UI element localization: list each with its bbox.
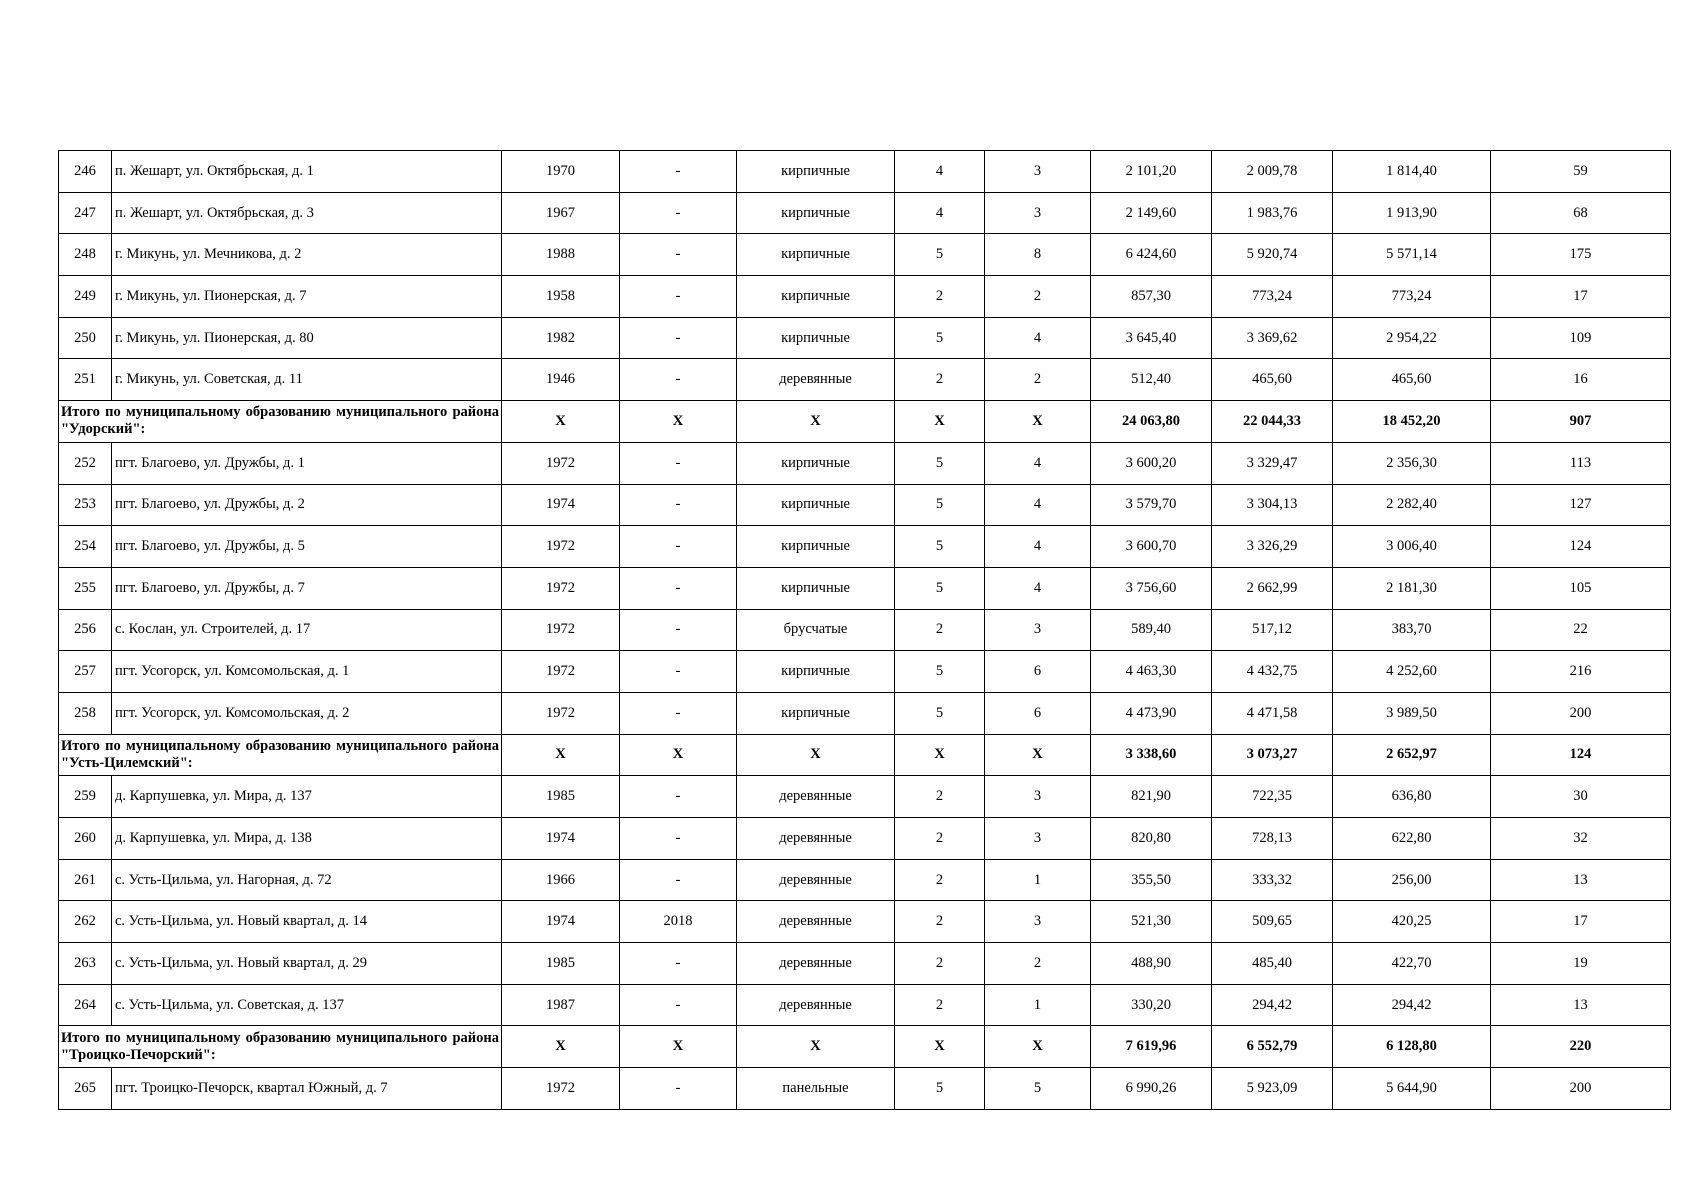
table-row <box>59 859 1671 901</box>
cell-wall-material: кирпичные <box>737 192 895 234</box>
cell-area-living: 2 009,78 <box>1212 151 1333 193</box>
cell-area-total: 3 600,20 <box>1091 442 1212 484</box>
cell-year-built: 1974 <box>502 484 620 526</box>
cell-floors: 2 <box>895 276 985 318</box>
cell-entrances: 3 <box>985 818 1091 860</box>
cell-area-residential: 5 571,14 <box>1333 234 1491 276</box>
cell-wall-material: деревянные <box>737 984 895 1026</box>
cell-residents: 113 <box>1491 442 1671 484</box>
cell-year-reconstructed: - <box>620 984 737 1026</box>
cell-area-living: 22 044,33 <box>1212 401 1333 443</box>
cell-number: 246 <box>59 151 112 193</box>
cell-wall-material: брусчатые <box>737 609 895 651</box>
cell-floors: 2 <box>895 776 985 818</box>
cell-area-total: 3 645,40 <box>1091 317 1212 359</box>
cell-year-built: 1972 <box>502 526 620 568</box>
cell-area-total: 3 756,60 <box>1091 567 1212 609</box>
subtotal-row <box>59 401 1671 443</box>
cell-entrances: 4 <box>985 526 1091 568</box>
cell-year-reconstructed: - <box>620 567 737 609</box>
cell-address: с. Кослан, ул. Строителей, д. 17 <box>112 609 502 651</box>
cell-floors: 2 <box>895 901 985 943</box>
cell-area-total: 355,50 <box>1091 859 1212 901</box>
cell-wall-material: кирпичные <box>737 151 895 193</box>
cell-area-total: 512,40 <box>1091 359 1212 401</box>
cell-area-living: 2 662,99 <box>1212 567 1333 609</box>
cell-area-living: 517,12 <box>1212 609 1333 651</box>
table-row <box>59 776 1671 818</box>
table-row <box>59 151 1671 193</box>
cell-area-total: 2 149,60 <box>1091 192 1212 234</box>
cell-entrances: 4 <box>985 317 1091 359</box>
cell-area-total: 330,20 <box>1091 984 1212 1026</box>
cell-area-living: 728,13 <box>1212 818 1333 860</box>
cell-address: п. Жешарт, ул. Октябрьская, д. 3 <box>112 192 502 234</box>
cell-area-residential: 1 814,40 <box>1333 151 1491 193</box>
cell-number: 250 <box>59 317 112 359</box>
cell-area-total: 3 600,70 <box>1091 526 1212 568</box>
cell-area-residential: 622,80 <box>1333 818 1491 860</box>
table-row <box>59 609 1671 651</box>
cell-floors: 2 <box>895 609 985 651</box>
cell-area-residential: 2 356,30 <box>1333 442 1491 484</box>
cell-floors: 2 <box>895 818 985 860</box>
cell-area-residential: 773,24 <box>1333 276 1491 318</box>
cell-address: г. Микунь, ул. Пионерская, д. 7 <box>112 276 502 318</box>
cell-year-built: 1982 <box>502 317 620 359</box>
cell-number: 265 <box>59 1068 112 1110</box>
cell-address: с. Усть-Цильма, ул. Новый квартал, д. 14 <box>112 901 502 943</box>
cell-wall-material: панельные <box>737 1068 895 1110</box>
cell-floors: 2 <box>895 943 985 985</box>
cell-residents: 105 <box>1491 567 1671 609</box>
cell-area-total: 6 424,60 <box>1091 234 1212 276</box>
cell-wall-material: деревянные <box>737 943 895 985</box>
cell-entrances: 2 <box>985 276 1091 318</box>
cell-year-reconstructed: - <box>620 234 737 276</box>
cell-year-built: 1958 <box>502 276 620 318</box>
cell-address: г. Микунь, ул. Советская, д. 11 <box>112 359 502 401</box>
cell-area-living: 6 552,79 <box>1212 1026 1333 1068</box>
cell-area-living: 4 432,75 <box>1212 651 1333 693</box>
cell-entrances: 4 <box>985 442 1091 484</box>
cell-year-reconstructed: X <box>620 1026 737 1068</box>
cell-address: д. Карпушевка, ул. Мира, д. 137 <box>112 776 502 818</box>
cell-address: д. Карпушевка, ул. Мира, д. 138 <box>112 818 502 860</box>
cell-number: 263 <box>59 943 112 985</box>
cell-address: пгт. Благоево, ул. Дружбы, д. 7 <box>112 567 502 609</box>
table-row <box>59 484 1671 526</box>
cell-wall-material: кирпичные <box>737 234 895 276</box>
cell-entrances: 2 <box>985 943 1091 985</box>
cell-area-living: 3 369,62 <box>1212 317 1333 359</box>
cell-year-built: 1974 <box>502 818 620 860</box>
cell-year-built: 1966 <box>502 859 620 901</box>
cell-year-reconstructed: - <box>620 943 737 985</box>
cell-floors: 2 <box>895 984 985 1026</box>
cell-wall-material: кирпичные <box>737 526 895 568</box>
cell-residents: 30 <box>1491 776 1671 818</box>
cell-wall-material: деревянные <box>737 901 895 943</box>
cell-floors: 5 <box>895 317 985 359</box>
cell-wall-material: кирпичные <box>737 651 895 693</box>
cell-entrances: 3 <box>985 192 1091 234</box>
cell-area-total: 3 338,60 <box>1091 734 1212 776</box>
cell-area-residential: 6 128,80 <box>1333 1026 1491 1068</box>
cell-number: 264 <box>59 984 112 1026</box>
cell-address: пгт. Усогорск, ул. Комсомольская, д. 1 <box>112 651 502 693</box>
cell-area-living: 773,24 <box>1212 276 1333 318</box>
cell-area-living: 485,40 <box>1212 943 1333 985</box>
cell-entrances: 1 <box>985 859 1091 901</box>
cell-address: с. Усть-Цильма, ул. Новый квартал, д. 29 <box>112 943 502 985</box>
cell-residents: 220 <box>1491 1026 1671 1068</box>
cell-floors: 5 <box>895 692 985 734</box>
cell-residents: 59 <box>1491 151 1671 193</box>
cell-wall-material: X <box>737 734 895 776</box>
cell-residents: 13 <box>1491 859 1671 901</box>
cell-year-reconstructed: - <box>620 692 737 734</box>
cell-address: г. Микунь, ул. Пионерская, д. 80 <box>112 317 502 359</box>
cell-area-total: 7 619,96 <box>1091 1026 1212 1068</box>
cell-year-built: X <box>502 401 620 443</box>
cell-area-residential: 2 954,22 <box>1333 317 1491 359</box>
cell-entrances: 6 <box>985 651 1091 693</box>
cell-area-residential: 2 181,30 <box>1333 567 1491 609</box>
table-row <box>59 692 1671 734</box>
housing-registry-table <box>58 150 1671 1110</box>
cell-entrances: 2 <box>985 359 1091 401</box>
cell-year-built: 1946 <box>502 359 620 401</box>
cell-year-reconstructed: X <box>620 734 737 776</box>
cell-address: с. Усть-Цильма, ул. Нагорная, д. 72 <box>112 859 502 901</box>
cell-year-built: X <box>502 1026 620 1068</box>
cell-number: 259 <box>59 776 112 818</box>
cell-wall-material: кирпичные <box>737 484 895 526</box>
cell-wall-material: деревянные <box>737 359 895 401</box>
cell-area-residential: 422,70 <box>1333 943 1491 985</box>
cell-entrances: X <box>985 734 1091 776</box>
cell-residents: 32 <box>1491 818 1671 860</box>
subtotal-label: Итого по муниципальному образованию муниципального района "Усть-Цилемский": <box>59 734 502 776</box>
cell-floors: 2 <box>895 859 985 901</box>
cell-entrances: 3 <box>985 901 1091 943</box>
cell-wall-material: X <box>737 401 895 443</box>
cell-residents: 109 <box>1491 317 1671 359</box>
cell-area-residential: 5 644,90 <box>1333 1068 1491 1110</box>
cell-area-total: 4 463,30 <box>1091 651 1212 693</box>
cell-year-reconstructed: - <box>620 442 737 484</box>
cell-floors: 5 <box>895 484 985 526</box>
cell-entrances: 6 <box>985 692 1091 734</box>
cell-area-total: 24 063,80 <box>1091 401 1212 443</box>
subtotal-label: Итого по муниципальному образованию муниципального района "Троицко-Печорский": <box>59 1026 502 1068</box>
cell-number: 247 <box>59 192 112 234</box>
cell-area-living: 5 923,09 <box>1212 1068 1333 1110</box>
cell-wall-material: кирпичные <box>737 692 895 734</box>
cell-area-living: 4 471,58 <box>1212 692 1333 734</box>
cell-floors: X <box>895 734 985 776</box>
cell-area-total: 589,40 <box>1091 609 1212 651</box>
cell-area-residential: 636,80 <box>1333 776 1491 818</box>
cell-address: пгт. Благоево, ул. Дружбы, д. 1 <box>112 442 502 484</box>
table-row <box>59 234 1671 276</box>
cell-year-built: 1972 <box>502 609 620 651</box>
cell-wall-material: деревянные <box>737 818 895 860</box>
cell-year-built: 1985 <box>502 943 620 985</box>
table-row <box>59 317 1671 359</box>
cell-year-built: X <box>502 734 620 776</box>
cell-number: 262 <box>59 901 112 943</box>
cell-residents: 13 <box>1491 984 1671 1026</box>
cell-floors: 5 <box>895 442 985 484</box>
cell-residents: 175 <box>1491 234 1671 276</box>
cell-residents: 200 <box>1491 1068 1671 1110</box>
cell-wall-material: деревянные <box>737 776 895 818</box>
cell-area-total: 4 473,90 <box>1091 692 1212 734</box>
cell-wall-material: деревянные <box>737 859 895 901</box>
table-row <box>59 901 1671 943</box>
cell-year-reconstructed: - <box>620 526 737 568</box>
table-row <box>59 1068 1671 1110</box>
table-row <box>59 567 1671 609</box>
cell-entrances: 3 <box>985 151 1091 193</box>
cell-year-reconstructed: - <box>620 1068 737 1110</box>
cell-number: 257 <box>59 651 112 693</box>
cell-number: 253 <box>59 484 112 526</box>
cell-year-reconstructed: - <box>620 276 737 318</box>
cell-area-living: 3 073,27 <box>1212 734 1333 776</box>
cell-address: с. Усть-Цильма, ул. Советская, д. 137 <box>112 984 502 1026</box>
cell-area-living: 465,60 <box>1212 359 1333 401</box>
cell-year-reconstructed: - <box>620 151 737 193</box>
cell-area-total: 521,30 <box>1091 901 1212 943</box>
cell-entrances: 4 <box>985 484 1091 526</box>
cell-floors: 4 <box>895 151 985 193</box>
cell-number: 249 <box>59 276 112 318</box>
cell-number: 260 <box>59 818 112 860</box>
cell-area-total: 820,80 <box>1091 818 1212 860</box>
cell-year-reconstructed: - <box>620 192 737 234</box>
cell-year-built: 1972 <box>502 692 620 734</box>
cell-entrances: 5 <box>985 1068 1091 1110</box>
cell-entrances: X <box>985 401 1091 443</box>
cell-area-residential: 383,70 <box>1333 609 1491 651</box>
cell-area-living: 333,32 <box>1212 859 1333 901</box>
cell-area-total: 2 101,20 <box>1091 151 1212 193</box>
cell-year-reconstructed: - <box>620 359 737 401</box>
cell-number: 258 <box>59 692 112 734</box>
cell-residents: 19 <box>1491 943 1671 985</box>
subtotal-row <box>59 1026 1671 1068</box>
cell-area-total: 857,30 <box>1091 276 1212 318</box>
cell-year-reconstructed: - <box>620 859 737 901</box>
cell-area-residential: 18 452,20 <box>1333 401 1491 443</box>
cell-area-total: 3 579,70 <box>1091 484 1212 526</box>
cell-entrances: 1 <box>985 984 1091 1026</box>
cell-entrances: 3 <box>985 776 1091 818</box>
cell-number: 254 <box>59 526 112 568</box>
subtotal-row <box>59 734 1671 776</box>
table-row <box>59 276 1671 318</box>
cell-year-built: 1988 <box>502 234 620 276</box>
cell-area-residential: 3 989,50 <box>1333 692 1491 734</box>
cell-address: пгт. Благоево, ул. Дружбы, д. 2 <box>112 484 502 526</box>
cell-area-total: 488,90 <box>1091 943 1212 985</box>
table-row <box>59 818 1671 860</box>
cell-area-residential: 3 006,40 <box>1333 526 1491 568</box>
cell-residents: 124 <box>1491 734 1671 776</box>
cell-wall-material: кирпичные <box>737 276 895 318</box>
cell-number: 252 <box>59 442 112 484</box>
cell-year-reconstructed: - <box>620 818 737 860</box>
cell-address: пгт. Усогорск, ул. Комсомольская, д. 2 <box>112 692 502 734</box>
cell-year-built: 1974 <box>502 901 620 943</box>
cell-residents: 124 <box>1491 526 1671 568</box>
cell-area-total: 6 990,26 <box>1091 1068 1212 1110</box>
cell-year-reconstructed: - <box>620 317 737 359</box>
cell-area-residential: 256,00 <box>1333 859 1491 901</box>
cell-area-total: 821,90 <box>1091 776 1212 818</box>
cell-entrances: 3 <box>985 609 1091 651</box>
cell-entrances: 4 <box>985 567 1091 609</box>
cell-number: 256 <box>59 609 112 651</box>
cell-floors: 5 <box>895 651 985 693</box>
cell-area-residential: 2 652,97 <box>1333 734 1491 776</box>
cell-area-residential: 294,42 <box>1333 984 1491 1026</box>
subtotal-label: Итого по муниципальному образованию муниципального района "Удорский": <box>59 401 502 443</box>
table-row <box>59 192 1671 234</box>
cell-number: 251 <box>59 359 112 401</box>
cell-area-residential: 420,25 <box>1333 901 1491 943</box>
cell-year-built: 1985 <box>502 776 620 818</box>
cell-residents: 68 <box>1491 192 1671 234</box>
cell-year-reconstructed: X <box>620 401 737 443</box>
cell-area-residential: 1 913,90 <box>1333 192 1491 234</box>
cell-year-reconstructed: - <box>620 609 737 651</box>
table-body <box>59 151 1671 1110</box>
cell-residents: 16 <box>1491 359 1671 401</box>
cell-address: г. Микунь, ул. Мечникова, д. 2 <box>112 234 502 276</box>
cell-residents: 200 <box>1491 692 1671 734</box>
cell-area-living: 294,42 <box>1212 984 1333 1026</box>
cell-area-residential: 465,60 <box>1333 359 1491 401</box>
cell-area-living: 509,65 <box>1212 901 1333 943</box>
cell-year-built: 1987 <box>502 984 620 1026</box>
table-row <box>59 651 1671 693</box>
cell-entrances: X <box>985 1026 1091 1068</box>
cell-year-reconstructed: - <box>620 651 737 693</box>
cell-floors: X <box>895 1026 985 1068</box>
cell-address: пгт. Троицко-Печорск, квартал Южный, д. 7 <box>112 1068 502 1110</box>
cell-floors: 4 <box>895 192 985 234</box>
table-row <box>59 359 1671 401</box>
cell-floors: 5 <box>895 567 985 609</box>
table-row <box>59 442 1671 484</box>
cell-wall-material: X <box>737 1026 895 1068</box>
cell-address: пгт. Благоево, ул. Дружбы, д. 5 <box>112 526 502 568</box>
cell-wall-material: кирпичные <box>737 317 895 359</box>
cell-year-built: 1972 <box>502 651 620 693</box>
cell-residents: 17 <box>1491 901 1671 943</box>
cell-year-built: 1967 <box>502 192 620 234</box>
cell-wall-material: кирпичные <box>737 567 895 609</box>
cell-residents: 17 <box>1491 276 1671 318</box>
cell-floors: 5 <box>895 1068 985 1110</box>
cell-year-built: 1972 <box>502 1068 620 1110</box>
cell-year-reconstructed: - <box>620 776 737 818</box>
cell-year-built: 1972 <box>502 442 620 484</box>
cell-area-living: 722,35 <box>1212 776 1333 818</box>
table-row <box>59 943 1671 985</box>
cell-area-living: 3 326,29 <box>1212 526 1333 568</box>
cell-residents: 127 <box>1491 484 1671 526</box>
cell-number: 261 <box>59 859 112 901</box>
cell-residents: 216 <box>1491 651 1671 693</box>
cell-number: 248 <box>59 234 112 276</box>
cell-residents: 22 <box>1491 609 1671 651</box>
cell-address: п. Жешарт, ул. Октябрьская, д. 1 <box>112 151 502 193</box>
cell-year-reconstructed: 2018 <box>620 901 737 943</box>
cell-area-living: 3 329,47 <box>1212 442 1333 484</box>
cell-year-built: 1972 <box>502 567 620 609</box>
cell-area-living: 5 920,74 <box>1212 234 1333 276</box>
cell-floors: 2 <box>895 359 985 401</box>
table-row <box>59 984 1671 1026</box>
cell-number: 255 <box>59 567 112 609</box>
cell-area-residential: 4 252,60 <box>1333 651 1491 693</box>
cell-floors: 5 <box>895 526 985 568</box>
cell-year-reconstructed: - <box>620 484 737 526</box>
cell-floors: 5 <box>895 234 985 276</box>
cell-floors: X <box>895 401 985 443</box>
cell-area-living: 3 304,13 <box>1212 484 1333 526</box>
cell-area-residential: 2 282,40 <box>1333 484 1491 526</box>
table-row <box>59 526 1671 568</box>
cell-entrances: 8 <box>985 234 1091 276</box>
cell-year-built: 1970 <box>502 151 620 193</box>
cell-area-living: 1 983,76 <box>1212 192 1333 234</box>
cell-residents: 907 <box>1491 401 1671 443</box>
cell-wall-material: кирпичные <box>737 442 895 484</box>
